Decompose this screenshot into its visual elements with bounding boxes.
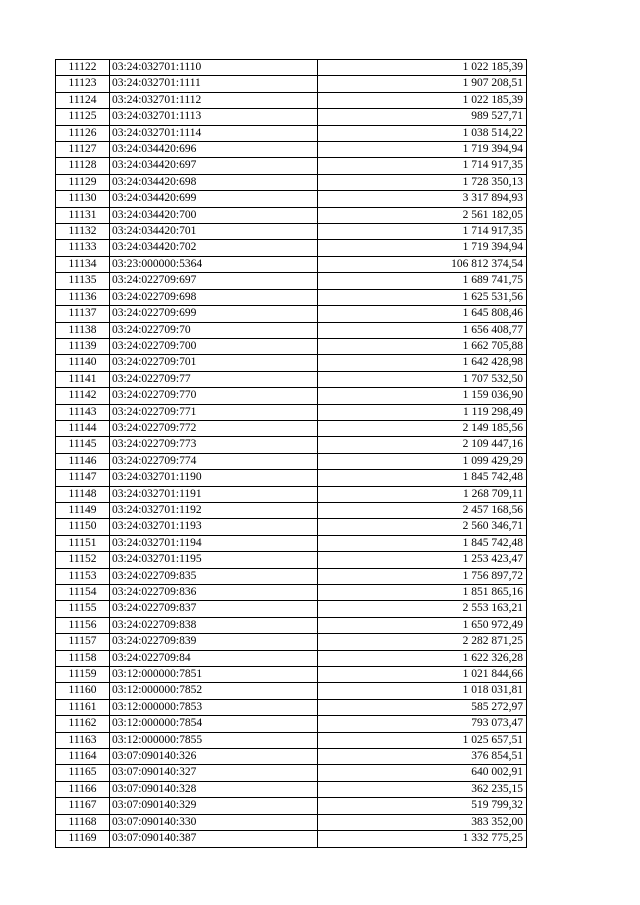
table-row [56, 585, 527, 601]
table-row [56, 256, 527, 272]
cadastral-value-cell: 1 645 808,46 [318, 306, 527, 322]
cadastral-number-cell: 03:24:032701:1192 [110, 502, 318, 518]
row-number-cell: 11137 [56, 306, 110, 322]
cadastral-number-cell: 03:12:000000:7855 [110, 732, 318, 748]
cadastral-value-cell: 1 719 394,94 [318, 142, 527, 158]
cadastral-number-cell: 03:24:022709:835 [110, 568, 318, 584]
row-number-cell: 11147 [56, 470, 110, 486]
cadastral-number-cell: 03:24:022709:697 [110, 273, 318, 289]
cadastral-value-cell: 2 560 346,71 [318, 519, 527, 535]
cadastral-value-cell: 2 149 185,56 [318, 420, 527, 436]
row-number-cell: 11166 [56, 781, 110, 797]
table-row [56, 535, 527, 551]
row-number-cell: 11150 [56, 519, 110, 535]
cadastral-number-cell: 03:07:090140:328 [110, 781, 318, 797]
cadastral-value-cell: 1 656 408,77 [318, 322, 527, 338]
row-number-cell: 11138 [56, 322, 110, 338]
table-row [56, 634, 527, 650]
cadastral-value-cell: 383 352,00 [318, 814, 527, 830]
cadastral-number-cell: 03:12:000000:7854 [110, 716, 318, 732]
table-row [56, 568, 527, 584]
table-row [56, 371, 527, 387]
row-number-cell: 11149 [56, 502, 110, 518]
table-row [56, 732, 527, 748]
table-row [56, 502, 527, 518]
cadastral-number-cell: 03:24:032701:1112 [110, 92, 318, 108]
row-number-cell: 11128 [56, 158, 110, 174]
row-number-cell: 11141 [56, 371, 110, 387]
cadastral-number-cell: 03:24:022709:839 [110, 634, 318, 650]
cadastral-number-cell: 03:07:090140:326 [110, 749, 318, 765]
cadastral-value-cell: 1 021 844,66 [318, 667, 527, 683]
cadastral-value-cell: 2 109 447,16 [318, 437, 527, 453]
cadastral-number-cell: 03:24:022709:773 [110, 437, 318, 453]
row-number-cell: 11130 [56, 191, 110, 207]
cadastral-number-cell: 03:24:022709:700 [110, 338, 318, 354]
row-number-cell: 11129 [56, 174, 110, 190]
cadastral-number-cell: 03:24:034420:699 [110, 191, 318, 207]
row-number-cell: 11157 [56, 634, 110, 650]
table-row [56, 716, 527, 732]
cadastral-number-cell: 03:24:022709:70 [110, 322, 318, 338]
table-row [56, 273, 527, 289]
cadastral-number-cell: 03:07:090140:327 [110, 765, 318, 781]
cadastral-number-cell: 03:24:032701:1111 [110, 76, 318, 92]
cadastral-number-cell: 03:24:022709:774 [110, 453, 318, 469]
table-row [56, 667, 527, 683]
cadastral-value-cell: 2 561 182,05 [318, 207, 527, 223]
row-number-cell: 11162 [56, 716, 110, 732]
cadastral-value-cell: 1 662 705,88 [318, 338, 527, 354]
table-row [56, 174, 527, 190]
cadastral-number-cell: 03:24:032701:1195 [110, 552, 318, 568]
cadastral-value-cell: 1 845 742,48 [318, 470, 527, 486]
table-row [56, 355, 527, 371]
table-row [56, 60, 527, 76]
cadastral-value-cell: 1 022 185,39 [318, 92, 527, 108]
cadastral-number-cell: 03:24:022709:84 [110, 650, 318, 666]
table-row [56, 289, 527, 305]
cadastral-value-cell: 793 073,47 [318, 716, 527, 732]
table-row [56, 470, 527, 486]
row-number-cell: 11135 [56, 273, 110, 289]
row-number-cell: 11164 [56, 749, 110, 765]
row-number-cell: 11144 [56, 420, 110, 436]
cadastral-value-cell: 1 038 514,22 [318, 125, 527, 141]
row-number-cell: 11131 [56, 207, 110, 223]
row-number-cell: 11163 [56, 732, 110, 748]
table-row [56, 601, 527, 617]
table-row [56, 125, 527, 141]
row-number-cell: 11123 [56, 76, 110, 92]
cadastral-value-cell: 1 756 897,72 [318, 568, 527, 584]
cadastral-number-cell: 03:24:022709:772 [110, 420, 318, 436]
cadastral-value-cell: 1 622 326,28 [318, 650, 527, 666]
cadastral-value-cell: 1 650 972,49 [318, 617, 527, 633]
cadastral-value-cell: 519 799,32 [318, 798, 527, 814]
cadastral-value-cell: 1 159 036,90 [318, 388, 527, 404]
row-number-cell: 11152 [56, 552, 110, 568]
table-row [56, 765, 527, 781]
cadastral-value-cell: 106 812 374,54 [318, 256, 527, 272]
row-number-cell: 11169 [56, 831, 110, 847]
row-number-cell: 11146 [56, 453, 110, 469]
table-row [56, 158, 527, 174]
table-row [56, 519, 527, 535]
table-row [56, 650, 527, 666]
table-row [56, 306, 527, 322]
cadastral-value-cell: 1 025 657,51 [318, 732, 527, 748]
table-row [56, 109, 527, 125]
cadastral-number-cell: 03:12:000000:7853 [110, 699, 318, 715]
row-number-cell: 11127 [56, 142, 110, 158]
cadastral-value-cell: 1 332 775,25 [318, 831, 527, 847]
row-number-cell: 11158 [56, 650, 110, 666]
row-number-cell: 11156 [56, 617, 110, 633]
cadastral-value-cell: 1 022 185,39 [318, 60, 527, 76]
cadastral-value-cell: 3 317 894,93 [318, 191, 527, 207]
row-number-cell: 11133 [56, 240, 110, 256]
row-number-cell: 11126 [56, 125, 110, 141]
table-row [56, 404, 527, 420]
row-number-cell: 11148 [56, 486, 110, 502]
table-row [56, 207, 527, 223]
cadastral-value-cell: 1 642 428,98 [318, 355, 527, 371]
table-body [56, 60, 527, 848]
cadastral-value-cell: 1 689 741,75 [318, 273, 527, 289]
cadastral-number-cell: 03:24:022709:77 [110, 371, 318, 387]
cadastral-number-cell: 03:24:022709:837 [110, 601, 318, 617]
cadastral-value-cell: 362 235,15 [318, 781, 527, 797]
cadastral-value-cell: 376 854,51 [318, 749, 527, 765]
table-row [56, 240, 527, 256]
table-row [56, 486, 527, 502]
cadastral-value-cell: 2 282 871,25 [318, 634, 527, 650]
row-number-cell: 11167 [56, 798, 110, 814]
table-row [56, 338, 527, 354]
cadastral-value-cell: 1 018 031,81 [318, 683, 527, 699]
cadastral-number-cell: 03:12:000000:7852 [110, 683, 318, 699]
row-number-cell: 11124 [56, 92, 110, 108]
table-row [56, 798, 527, 814]
row-number-cell: 11143 [56, 404, 110, 420]
cadastral-number-cell: 03:24:032701:1194 [110, 535, 318, 551]
row-number-cell: 11160 [56, 683, 110, 699]
cadastral-value-cell: 1 851 865,16 [318, 585, 527, 601]
cadastral-number-cell: 03:12:000000:7851 [110, 667, 318, 683]
row-number-cell: 11132 [56, 224, 110, 240]
table-row [56, 831, 527, 847]
table-row [56, 76, 527, 92]
row-number-cell: 11159 [56, 667, 110, 683]
cadastral-number-cell: 03:24:032701:1193 [110, 519, 318, 535]
cadastral-number-cell: 03:24:022709:701 [110, 355, 318, 371]
cadastral-number-cell: 03:24:032701:1190 [110, 470, 318, 486]
cadastral-value-cell: 1 907 208,51 [318, 76, 527, 92]
cadastral-number-cell: 03:24:022709:838 [110, 617, 318, 633]
cadastral-value-cell: 585 272,97 [318, 699, 527, 715]
cadastral-number-cell: 03:24:032701:1114 [110, 125, 318, 141]
table-row [56, 92, 527, 108]
cadastral-value-cell: 2 553 163,21 [318, 601, 527, 617]
cadastral-value-cell: 1 719 394,94 [318, 240, 527, 256]
cadastral-value-cell: 640 002,91 [318, 765, 527, 781]
row-number-cell: 11136 [56, 289, 110, 305]
row-number-cell: 11140 [56, 355, 110, 371]
cadastral-value-cell: 1 268 709,11 [318, 486, 527, 502]
row-number-cell: 11151 [56, 535, 110, 551]
cadastral-number-cell: 03:24:034420:701 [110, 224, 318, 240]
row-number-cell: 11122 [56, 60, 110, 76]
table-row [56, 191, 527, 207]
cadastral-number-cell: 03:24:034420:700 [110, 207, 318, 223]
table-row [56, 683, 527, 699]
cadastral-value-cell: 1 728 350,13 [318, 174, 527, 190]
cadastral-value-cell: 1 625 531,56 [318, 289, 527, 305]
cadastral-value-table [55, 59, 527, 848]
row-number-cell: 11134 [56, 256, 110, 272]
cadastral-number-cell: 03:24:034420:696 [110, 142, 318, 158]
cadastral-number-cell: 03:24:032701:1110 [110, 60, 318, 76]
row-number-cell: 11125 [56, 109, 110, 125]
cadastral-number-cell: 03:24:022709:698 [110, 289, 318, 305]
table-row [56, 437, 527, 453]
row-number-cell: 11161 [56, 699, 110, 715]
cadastral-value-cell: 1 714 917,35 [318, 158, 527, 174]
cadastral-number-cell: 03:24:032701:1191 [110, 486, 318, 502]
cadastral-number-cell: 03:07:090140:387 [110, 831, 318, 847]
cadastral-number-cell: 03:24:022709:836 [110, 585, 318, 601]
row-number-cell: 11142 [56, 388, 110, 404]
cadastral-number-cell: 03:24:034420:698 [110, 174, 318, 190]
table-row [56, 388, 527, 404]
cadastral-number-cell: 03:24:034420:702 [110, 240, 318, 256]
cadastral-number-cell: 03:07:090140:330 [110, 814, 318, 830]
cadastral-number-cell: 03:23:000000:5364 [110, 256, 318, 272]
cadastral-value-cell: 1 714 917,35 [318, 224, 527, 240]
table-row [56, 420, 527, 436]
row-number-cell: 11165 [56, 765, 110, 781]
table-row [56, 142, 527, 158]
cadastral-value-cell: 2 457 168,56 [318, 502, 527, 518]
table-row [56, 699, 527, 715]
table-row [56, 224, 527, 240]
row-number-cell: 11155 [56, 601, 110, 617]
cadastral-number-cell: 03:24:022709:699 [110, 306, 318, 322]
cadastral-number-cell: 03:24:022709:770 [110, 388, 318, 404]
row-number-cell: 11168 [56, 814, 110, 830]
cadastral-number-cell: 03:24:034420:697 [110, 158, 318, 174]
table-row [56, 814, 527, 830]
row-number-cell: 11154 [56, 585, 110, 601]
table-row [56, 781, 527, 797]
row-number-cell: 11153 [56, 568, 110, 584]
cadastral-value-cell: 1 253 423,47 [318, 552, 527, 568]
cadastral-value-cell: 1 099 429,29 [318, 453, 527, 469]
table-row [56, 617, 527, 633]
cadastral-value-cell: 1 845 742,48 [318, 535, 527, 551]
table-row [56, 322, 527, 338]
row-number-cell: 11139 [56, 338, 110, 354]
cadastral-number-cell: 03:24:022709:771 [110, 404, 318, 420]
table-row [56, 453, 527, 469]
cadastral-value-cell: 1 119 298,49 [318, 404, 527, 420]
cadastral-value-cell: 989 527,71 [318, 109, 527, 125]
table-row [56, 749, 527, 765]
table-row [56, 552, 527, 568]
cadastral-number-cell: 03:24:032701:1113 [110, 109, 318, 125]
cadastral-number-cell: 03:07:090140:329 [110, 798, 318, 814]
cadastral-value-cell: 1 707 532,50 [318, 371, 527, 387]
row-number-cell: 11145 [56, 437, 110, 453]
